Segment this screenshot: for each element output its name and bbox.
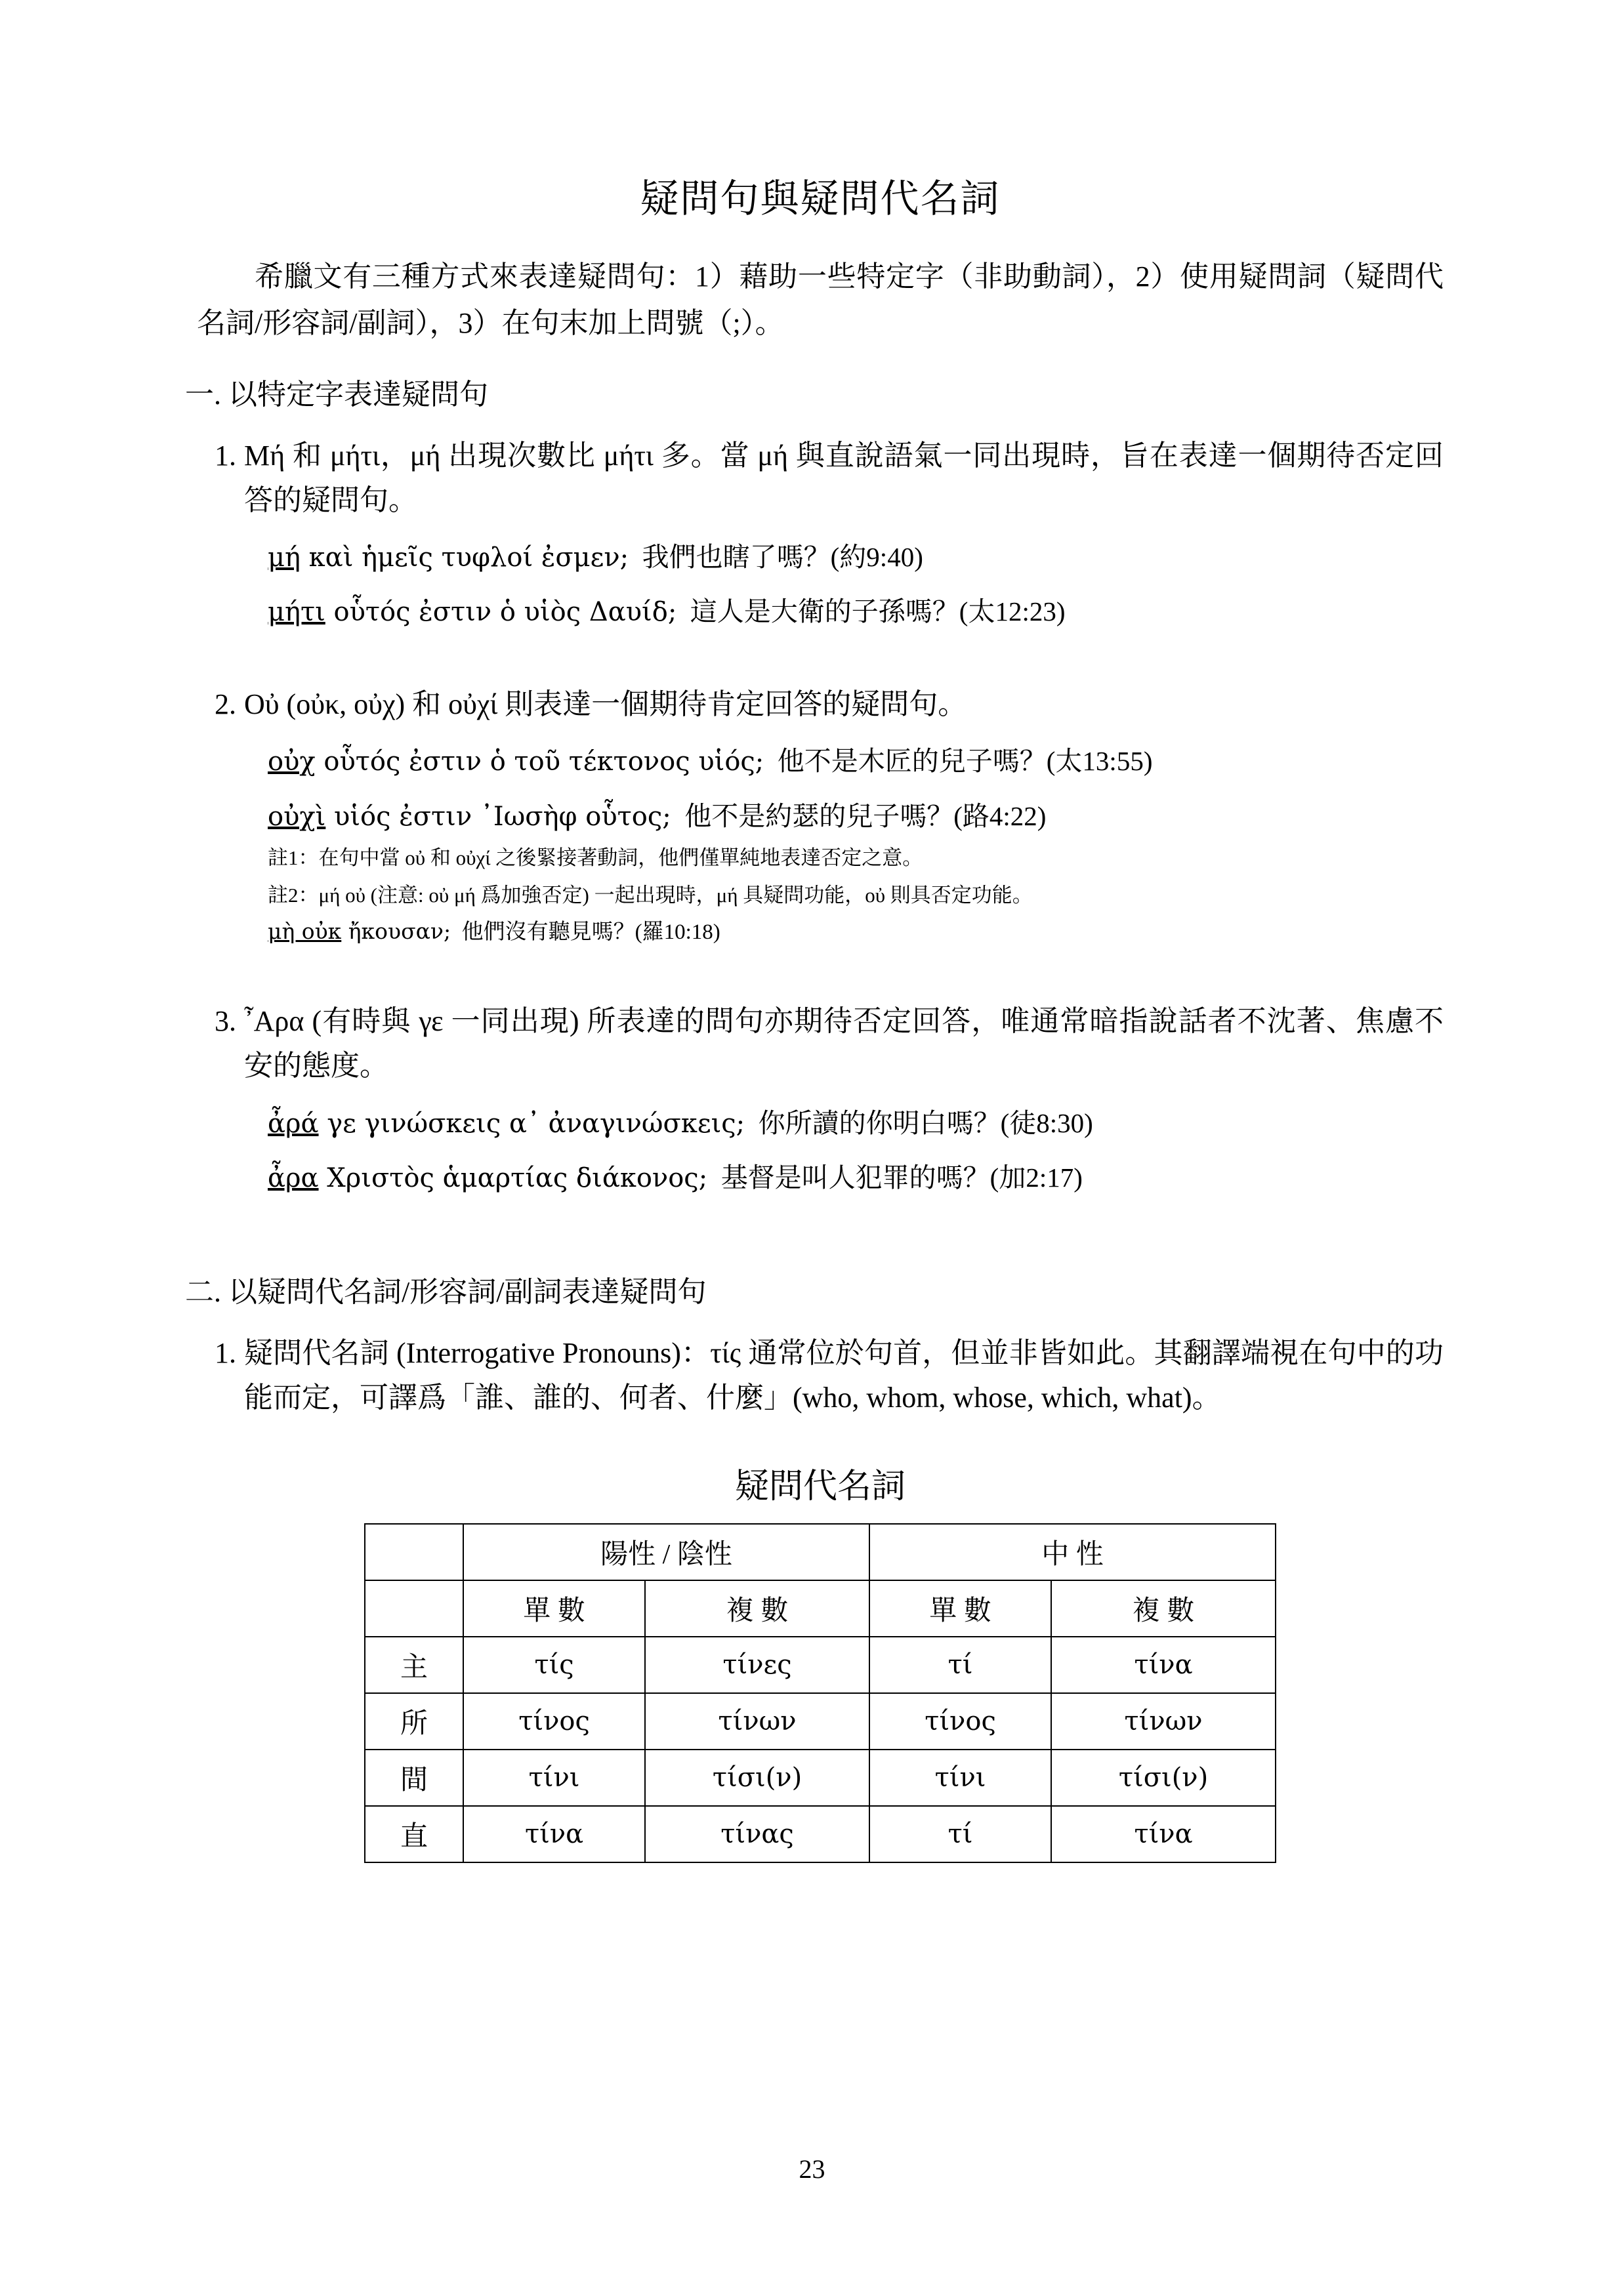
item-number: 1. [215,1336,236,1369]
section-1-heading: 一. 以特定字表達疑問句 [185,378,488,411]
greek-keyword: μήτι [268,597,325,628]
table-row [365,1693,1276,1750]
table-corner-cell [365,1580,463,1637]
section-2-heading: 二. 以疑問代名詞/形容詞/副詞表達疑問句 [185,1275,707,1308]
table-cell: τίσι(ν) [645,1750,869,1806]
footnote-1: 註1：在句中當 οὐ 和 οὐχί 之後緊接著動詞，他們僅單純地表達否定之意。 [268,846,923,870]
example-line [268,592,1444,632]
greek-text: ἤκουσαν; [341,918,451,945]
example-line [268,1158,1444,1199]
translation-text: 你所讀的你明白嗎？(徒8:30) [758,1107,1093,1138]
translation-text: 這人是大衛的子孫嗎？(太12:23) [690,596,1066,627]
example-line [268,537,1444,578]
table-cell: τίνος [463,1693,645,1750]
table-cell: τίνα [463,1806,645,1862]
greek-text: καὶ ἡμεῖς τυφλοί ἐσμεν; [300,542,629,573]
list-item [197,1331,1444,1420]
item-lead-text: Μή 和 μήτι，μή 出現次數比 μήτι 多。當 μή 與直說語氣一同出現時，旨在表達一個期待否定回答的疑問句。 [244,439,1444,516]
table-title: 疑問代名詞 [734,1467,906,1506]
table-row [365,1637,1276,1693]
row-label: 間 [365,1750,463,1806]
table-cell: τίνα [1051,1806,1276,1862]
table-cell: τί [869,1806,1051,1862]
greek-keyword: ἆρα [268,1163,319,1194]
greek-text: οὗτός ἐστιν ὁ υἱὸς Δαυίδ; [325,597,677,628]
table-cell: τίνι [463,1750,645,1806]
subheader-plural-mf: 複 數 [645,1580,869,1637]
page-content [185,167,1444,1863]
translation-text: 他不是約瑟的兒子嗎？(路4:22) [684,800,1047,831]
footnote-example [268,914,1444,949]
item-body [244,434,1444,632]
table-cell: τίνος [869,1693,1051,1750]
translation-text: 他們沒有聽見嗎？(羅10:18) [461,920,720,945]
greek-text: οὗτός ἐστιν ὁ τοῦ τέκτονος υἱός; [315,747,764,777]
greek-keyword: οὐχὶ [268,801,326,832]
item-number: 1. [215,439,236,472]
group-header-masc-fem: 陽性 / 陰性 [463,1524,869,1580]
row-label: 主 [365,1637,463,1693]
list-item [197,682,1444,949]
table-cell: τίνων [1051,1693,1276,1750]
item-lead-text: 疑問代名詞 (Interrogative Pronouns)：τίς 通常位於句首，但並非皆如此。其翻譯端視在句中的功能而定，可譯爲「誰、誰的、何者、什麼」(who, whom, whose, which, what)。 [244,1336,1444,1414]
table-cell: τίνι [869,1750,1051,1806]
translation-text: 他不是木匠的兒子嗎？(太13:55) [777,746,1153,777]
subheader-plural-n: 複 數 [1051,1580,1276,1637]
row-label: 直 [365,1806,463,1862]
item-lead-text: Οὐ (οὐκ, οὐχ) 和 οὐχί 則表達一個期待肯定回答的疑問句。 [244,687,967,720]
subheader-singular-n: 單 數 [869,1580,1051,1637]
page-number: 23 [799,2154,825,2184]
item-body [244,1331,1444,1420]
greek-text: Χριστὸς ἁμαρτίας διάκονος; [318,1163,708,1194]
example-line [268,1103,1444,1144]
interrogative-pronoun-table [364,1523,1276,1863]
greek-keyword: ἆρά [268,1108,319,1139]
greek-keyword: οὐχ [268,747,316,777]
example-line [268,741,1444,782]
example-line [268,796,1444,837]
item-body [244,682,1444,949]
table-cell: τίνας [645,1806,869,1862]
greek-text: υἱός ἐστιν ᾿Ιωσὴφ οὗτος; [325,801,671,832]
translation-text: 我們也瞎了嗎？(約9:40) [642,541,923,572]
greek-keyword: μὴ οὐκ [268,918,342,945]
list-item [197,434,1444,632]
footnote-2: 註2：μή οὐ (注意: οὐ μή 爲加強否定) 一起出現時，μή 具疑問功能，οὐ 則具否定功能。 [268,883,1033,907]
greek-keyword: μή [268,542,301,573]
table-cell: τίνων [645,1693,869,1750]
intro-paragraph: 希臘文有三種方式來表達疑問句：1）藉助一些特定字（非助動詞），2）使用疑問詞（疑問代名詞/形容詞/副詞），3）在句末加上問號（;）。 [197,260,1444,340]
list-item [197,999,1444,1198]
subheader-singular-mf: 單 數 [463,1580,645,1637]
item-body [244,999,1444,1198]
table-corner-cell [365,1524,463,1580]
table-row [365,1806,1276,1862]
page-title: 疑問句與疑問代名詞 [640,177,1001,220]
item-number: 2. [215,687,236,720]
greek-text: γε γινώσκεις α᾿ ἀναγινώσκεις; [318,1108,745,1139]
table-header-row [365,1524,1276,1580]
table-cell: τί [869,1637,1051,1693]
table-cell: τίς [463,1637,645,1693]
item-lead-text: ῏Αρα (有時與 γε 一同出現) 所表達的問句亦期待否定回答，唯通常暗指說話者不沈著、焦慮不安的態度。 [244,1005,1444,1082]
row-label: 所 [365,1693,463,1750]
table-cell: τίνες [645,1637,869,1693]
item-number: 3. [215,1005,236,1038]
table-subheader-row [365,1580,1276,1637]
translation-text: 基督是叫人犯罪的嗎？(加2:17) [720,1162,1083,1193]
table-cell: τίνα [1051,1637,1276,1693]
group-header-neuter: 中 性 [869,1524,1276,1580]
spacer [197,949,1444,982]
spacer [197,1199,1444,1244]
table-cell: τίσι(ν) [1051,1750,1276,1806]
table-row [365,1750,1276,1806]
spacer [197,632,1444,665]
